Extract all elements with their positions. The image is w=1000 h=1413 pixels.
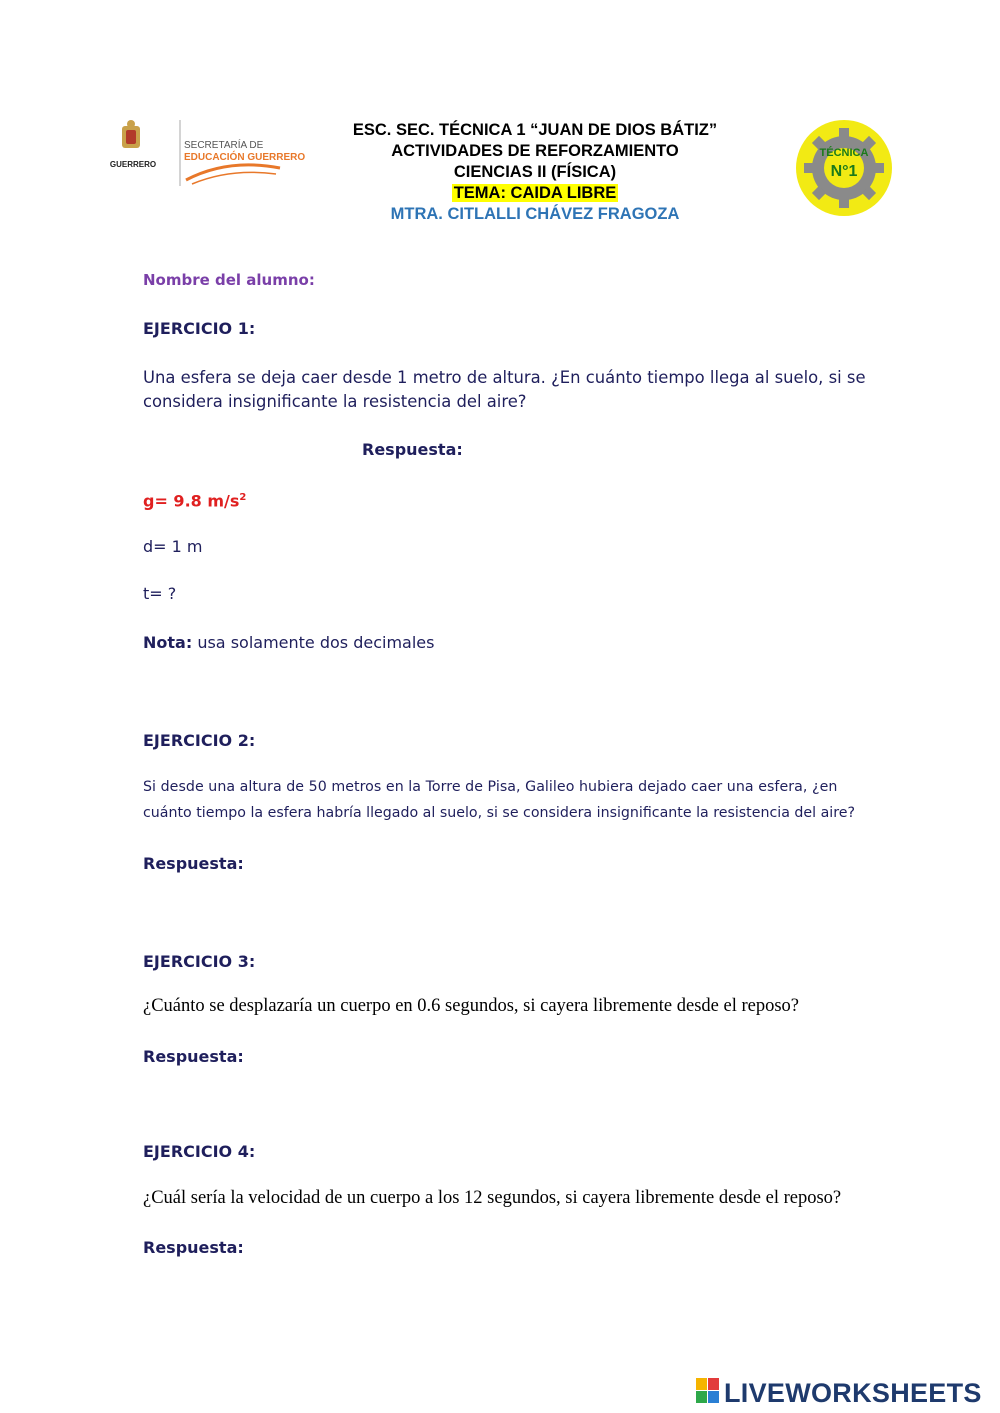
tecnica-logo-center-text: N°1 <box>830 163 858 180</box>
exercise1-title: EJERCICIO 1: <box>143 319 256 338</box>
teacher-name: MTRA. CITLALLI CHÁVEZ FRAGOZA <box>390 205 680 223</box>
secretaria-line1: SECRETARÍA DE <box>184 140 264 151</box>
secretaria-line2: EDUCACIÓN GUERRERO <box>184 152 306 163</box>
exercise2-answer-label: Respuesta: <box>143 854 244 873</box>
exercise1-answer-label: Respuesta: <box>362 440 463 459</box>
liveworksheets-logo-icon <box>696 1378 720 1409</box>
exercise3-question: ¿Cuánto se desplazaría un cuerpo en 0.6 segundos, si cayera libremente desde el reposo? <box>143 996 799 1016</box>
note-label: Nota: <box>143 633 193 652</box>
exercise2-question <box>143 774 893 826</box>
liveworksheets-brand[interactable] <box>696 1377 982 1409</box>
exercise4-answer-label: Respuesta: <box>143 1238 244 1257</box>
guerrero-state-label: GUERRERO <box>109 160 157 169</box>
topic-title: TEMA: CAIDA LIBRE <box>453 184 617 202</box>
time-value: t= ? <box>143 584 177 603</box>
exercise3-title: EJERCICIO 3: <box>143 952 256 971</box>
student-name-label: Nombre del alumno: <box>143 271 315 289</box>
school-name: ESC. SEC. TÉCNICA 1 “JUAN DE DIOS BÁTIZ” <box>352 121 718 139</box>
gravity-exponent: 2 <box>239 492 247 503</box>
exercise1-question-line2: considera insignificante la resistencia del aire? <box>143 392 527 411</box>
distance-value: d= 1 m <box>143 537 203 556</box>
activity-subtitle: ACTIVIDADES DE REFORZAMIENTO <box>391 142 679 160</box>
gravity-value <box>143 486 246 513</box>
exercise4-question: ¿Cuál sería la velocidad de un cuerpo a los 12 segundos, si cayera libremente desde el reposo? <box>143 1188 842 1208</box>
gravity-text: g= 9.8 m/s <box>143 491 240 511</box>
secretaria-label <box>184 140 305 164</box>
course-name: CIENCIAS II (FÍSICA) <box>453 163 617 181</box>
liveworksheets-brand-text: LIVEWORKSHEETS <box>724 1377 982 1408</box>
exercise1-question <box>143 366 873 414</box>
exercise4-title: EJERCICIO 4: <box>143 1142 256 1161</box>
exercise2-question-line1: Si desde una altura de 50 metros en la Torre de Pisa, Galileo hubiera dejado caer una esfera, ¿en <box>143 779 838 795</box>
exercise1-note <box>143 631 434 655</box>
document-header <box>300 120 770 225</box>
exercise3-answer-label: Respuesta: <box>143 1047 244 1066</box>
tecnica-gear-logo-icon <box>792 116 896 220</box>
tecnica-logo-top-text: TÉCNICA <box>819 147 869 159</box>
exercise1-question-line1: Una esfera se deja caer desde 1 metro de altura. ¿En cuánto tiempo llega al suelo, si se <box>143 368 866 387</box>
note-text: usa solamente dos decimales <box>192 633 435 652</box>
exercise2-question-line2: cuánto tiempo la esfera habría llegado al suelo, si se considera insignificante la resistencia del aire? <box>143 805 856 821</box>
exercise2-title: EJERCICIO 2: <box>143 731 256 750</box>
